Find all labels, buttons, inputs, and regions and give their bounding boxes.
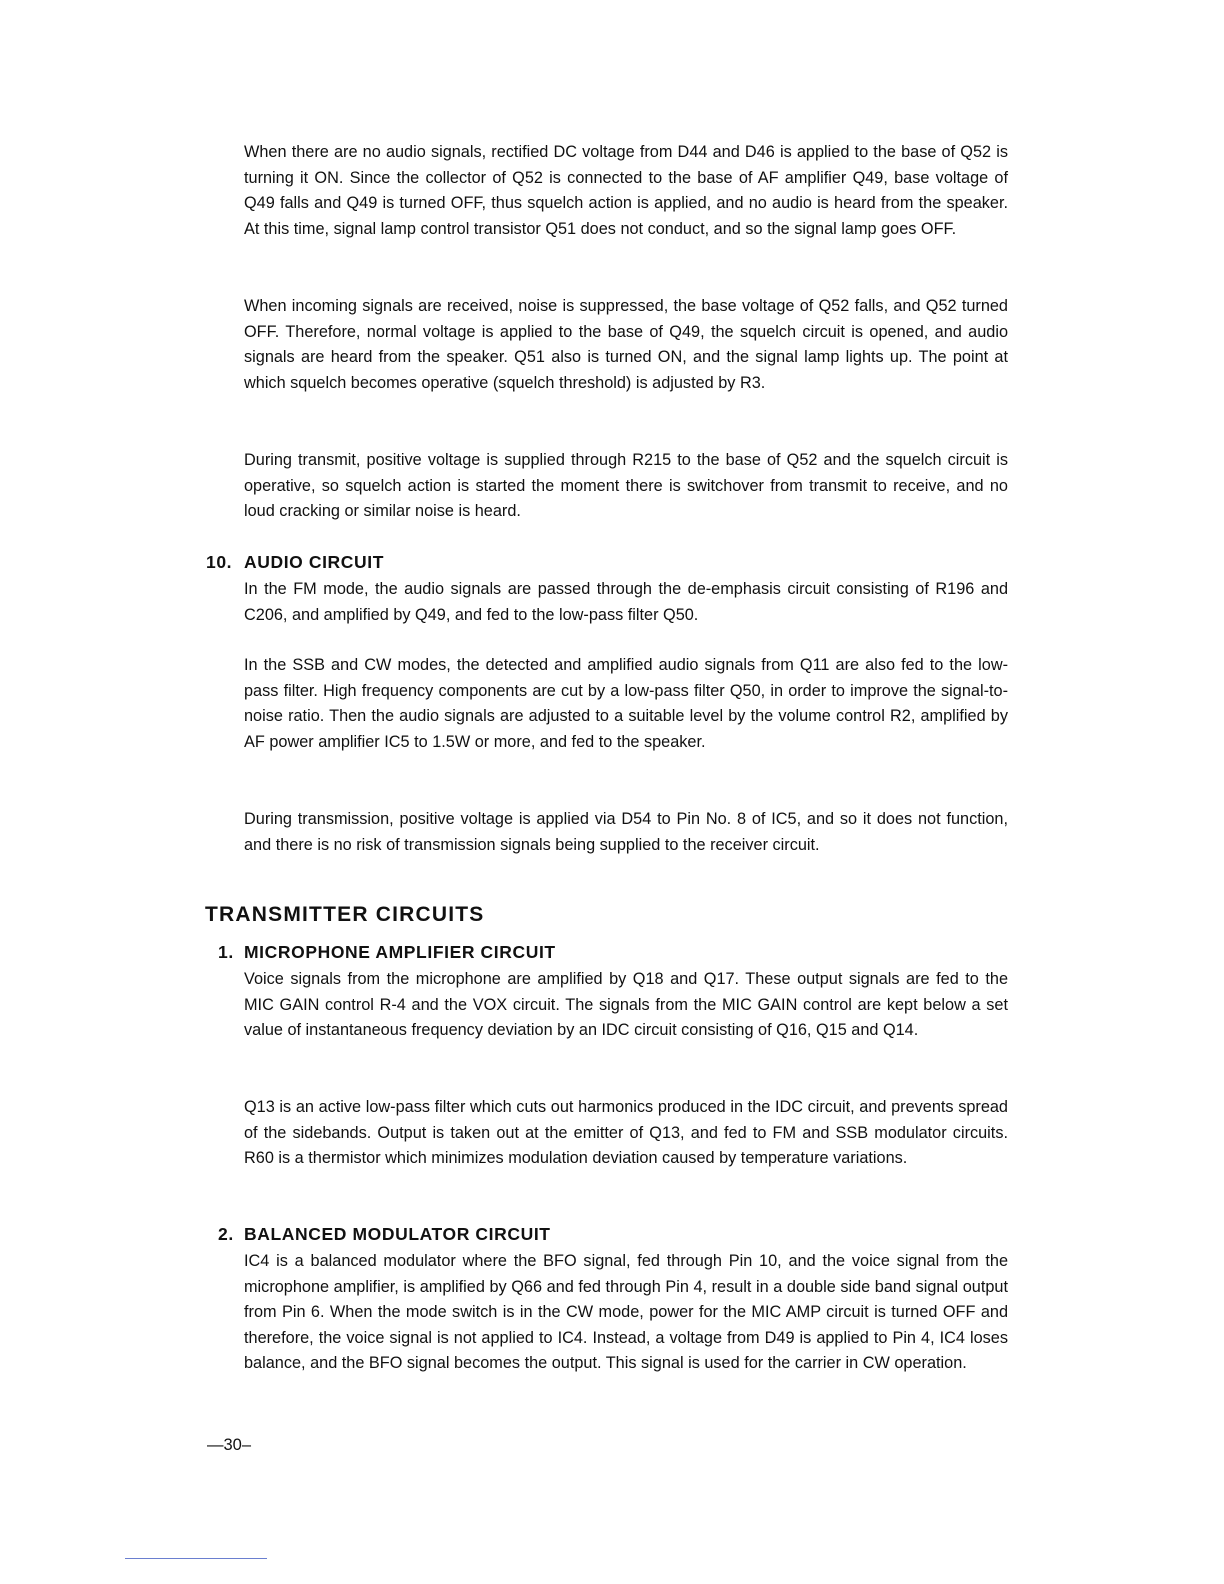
paragraph-microphone-amplifier-2: Q13 is an active low-pass filter which cuts out harmonics produced in the IDC circuit, and prevents spread of the sidebands. Output is taken out at the emitter of Q13, and fed to FM and SSB modulator circuits. R60 is a thermistor which minimizes modulation deviation caused by temperature variations. <box>244 1098 1008 1168</box>
paragraph-audio-fm-mode: In the FM mode, the audio signals are passed through the de-emphasis circuit consisting of R196 and C206, and amplified by Q49, and fed to the low-pass filter Q50. <box>244 580 1008 624</box>
section-heading-balanced-modulator <box>218 1224 551 1245</box>
chapter-heading-transmitter-circuits: TRANSMITTER CIRCUITS <box>205 903 485 926</box>
paragraph-audio-ssb-cw: In the SSB and CW modes, the detected and amplified audio signals from Q11 are also fed to the low-pass filter. High frequency components are cut by a low-pass filter Q50, in order to improve the signal-to-noise ratio. Then the audio signals are adjusted to a suitable level by the volume control R2, amplified by AF power amplifier IC5 to 1.5W or more, and fed to the speaker. <box>244 656 1008 751</box>
paragraph-squelch-no-signal: When there are no audio signals, rectified DC voltage from D44 and D46 is applied to the base of Q52 is turning it ON. Since the collector of Q52 is connected to the base of AF amplifier Q49, base voltage of Q49 falls and Q49 is turned OFF, thus squelch action is applied, and no audio is heard from the speaker. At this time, signal lamp control transistor Q51 does not conduct, and so the signal lamp goes OFF. <box>244 143 1008 238</box>
section-title: BALANCED MODULATOR CIRCUIT <box>244 1224 551 1244</box>
section-title: AUDIO CIRCUIT <box>244 552 385 572</box>
section-title: MICROPHONE AMPLIFIER CIRCUIT <box>244 942 556 962</box>
section-number: 2. <box>218 1224 234 1244</box>
footer-rule <box>125 1558 267 1559</box>
section-number: 10. <box>206 552 233 572</box>
section-heading-audio-circuit <box>206 552 384 573</box>
section-number: 1. <box>218 942 234 962</box>
page-number: —30– <box>207 1436 252 1454</box>
paragraph-microphone-amplifier-1: Voice signals from the microphone are amplified by Q18 and Q17. These output signals are fed to the MIC GAIN control R-4 and the VOX circuit. The signals from the MIC GAIN control are kept below a set value of instantaneous frequency deviation by an IDC circuit consisting of Q16, Q15 and Q14. <box>244 970 1008 1040</box>
section-heading-microphone-amplifier <box>218 942 556 963</box>
paragraph-squelch-incoming: When incoming signals are received, noise is suppressed, the base voltage of Q52 falls, and Q52 turned OFF. Therefore, normal voltage is applied to the base of Q49, the squelch circuit is opened, and audio signals are heard from the speaker. Q51 also is turned ON, and the signal lamp lights up. The point at which squelch becomes operative (squelch threshold) is adjusted by R3. <box>244 297 1008 392</box>
paragraph-audio-transmission: During transmission, positive voltage is applied via D54 to Pin No. 8 of IC5, and so it does not function, and there is no risk of transmission signals being supplied to the receiver circuit. <box>244 810 1008 854</box>
paragraph-squelch-transmit: During transmit, positive voltage is supplied through R215 to the base of Q52 and the squelch circuit is operative, so squelch action is started the moment there is switchover from transmit to receive, and no loud cracking or similar noise is heard. <box>244 451 1008 521</box>
paragraph-balanced-modulator: IC4 is a balanced modulator where the BFO signal, fed through Pin 10, and the voice signal from the microphone amplifier, is amplified by Q66 and fed through Pin 4, result in a double side band signal output from Pin 6. When the mode switch is in the CW mode, power for the MIC AMP circuit is turned OFF and therefore, the voice signal is not applied to IC4. Instead, a voltage from D49 is applied to Pin 4, IC4 loses balance, and the BFO signal becomes the output. This signal is used for the carrier in CW operation. <box>244 1252 1008 1373</box>
